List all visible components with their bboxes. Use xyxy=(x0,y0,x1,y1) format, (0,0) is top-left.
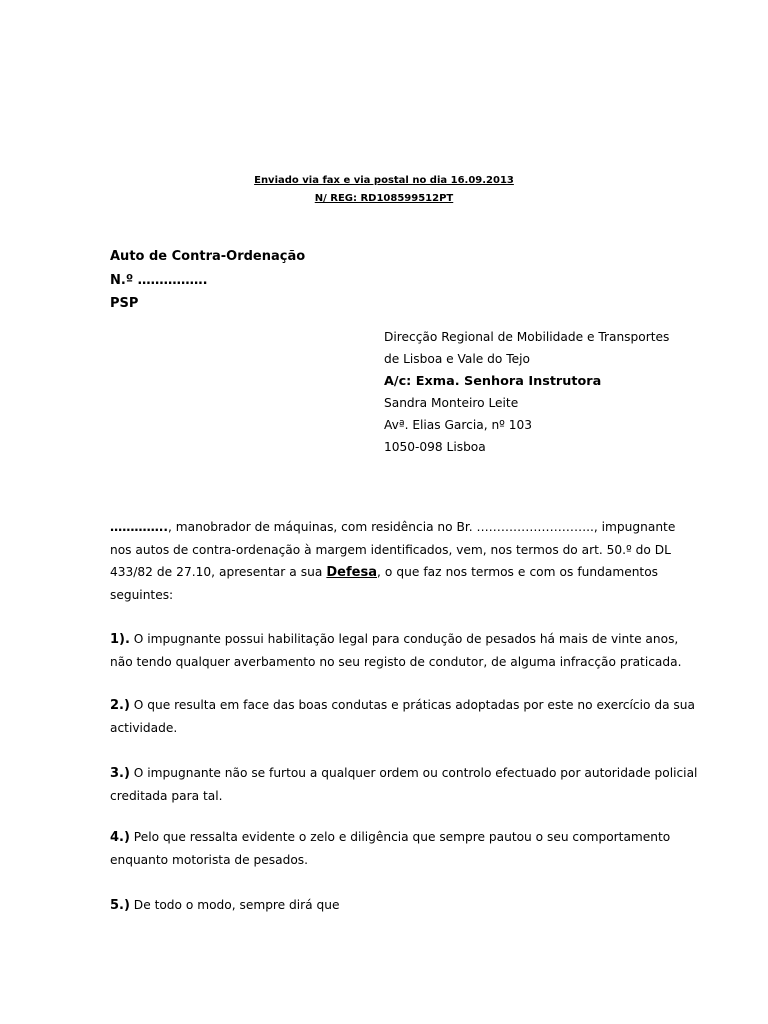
item-2-text: O que resulta em face das boas condutas e práticas adoptadas por este no exercício da sua xyxy=(129,698,695,712)
intro-line-3-pre: 433/82 de 27.10, apresentar a sua xyxy=(110,565,327,579)
item-3-number: 3.) xyxy=(110,766,130,781)
intro-line-1-text: , manobrador de máquinas, com residência no Br. ……………………….., impugnante xyxy=(168,520,676,534)
item-5-text: De todo o modo, sempre dirá que xyxy=(129,898,340,912)
item-1-line-1 xyxy=(110,628,679,651)
case-title: Auto de Contra-Ordenação xyxy=(110,249,306,264)
item-4-number: 4.) xyxy=(110,830,130,845)
intro-line-1 xyxy=(110,516,676,539)
item-4-text: Pelo que ressalta evidente o zelo e diligência que sempre pautou o seu comportamento xyxy=(129,830,671,844)
case-entity: PSP xyxy=(110,296,139,311)
item-1-number: 1). xyxy=(110,632,130,647)
item-2-line-1 xyxy=(110,694,695,717)
recipient-attention: A/c: Exma. Senhora Instrutora xyxy=(384,374,602,389)
intro-line-3 xyxy=(110,561,658,584)
item-3-line-1 xyxy=(110,762,698,785)
item-3-text: O impugnante não se furtou a qualquer ordem ou controlo efectuado por autoridade policial xyxy=(129,766,698,780)
item-3-line-2: creditada para tal. xyxy=(110,788,223,803)
recipient-postal: 1050-098 Lisboa xyxy=(384,440,486,454)
item-4-line-1 xyxy=(110,826,671,849)
item-5-line-1 xyxy=(110,894,658,917)
item-1 xyxy=(110,628,682,673)
item-2-line-2: actividade. xyxy=(110,720,178,735)
item-3 xyxy=(110,762,698,807)
item-5-number: 5.) xyxy=(110,898,130,913)
sent-via-fax-line: Enviado via fax e via postal no dia 16.09.2013 xyxy=(254,175,514,186)
intro-line-4: seguintes: xyxy=(110,587,174,602)
item-4-line-2: enquanto motorista de pesados. xyxy=(110,852,308,867)
intro-line-3-post: , o que faz nos termos e com os fundamentos xyxy=(376,565,658,579)
item-2 xyxy=(110,694,695,739)
defesa-keyword: Defesa xyxy=(326,565,377,580)
recipient-line-2: de Lisboa e Vale do Tejo xyxy=(384,352,530,366)
recipient-name: Sandra Monteiro Leite xyxy=(384,396,519,410)
defendant-name-placeholder: ………….. xyxy=(110,520,169,534)
item-2-number: 2.) xyxy=(110,698,130,713)
registration-number: N/ REG: RD108599512PT xyxy=(314,193,454,204)
item-4 xyxy=(110,826,671,871)
item-1-text: O impugnante possui habilitação legal para condução de pesados há mais de vinte anos, xyxy=(129,632,679,646)
item-1-line-2: não tendo qualquer averbamento no seu registo de condutor, de alguma infracção praticada. xyxy=(110,654,682,669)
case-number: N.º ……………. xyxy=(110,273,208,288)
recipient-street: Avª. Elias Garcia, nº 103 xyxy=(384,418,533,432)
intro-paragraph xyxy=(110,516,676,606)
recipient-line-1: Direcção Regional de Mobilidade e Transportes xyxy=(384,330,670,344)
intro-line-2: nos autos de contra-ordenação à margem identificados, vem, nos termos do art. 50.º do DL xyxy=(110,542,671,557)
item-5 xyxy=(110,894,658,917)
